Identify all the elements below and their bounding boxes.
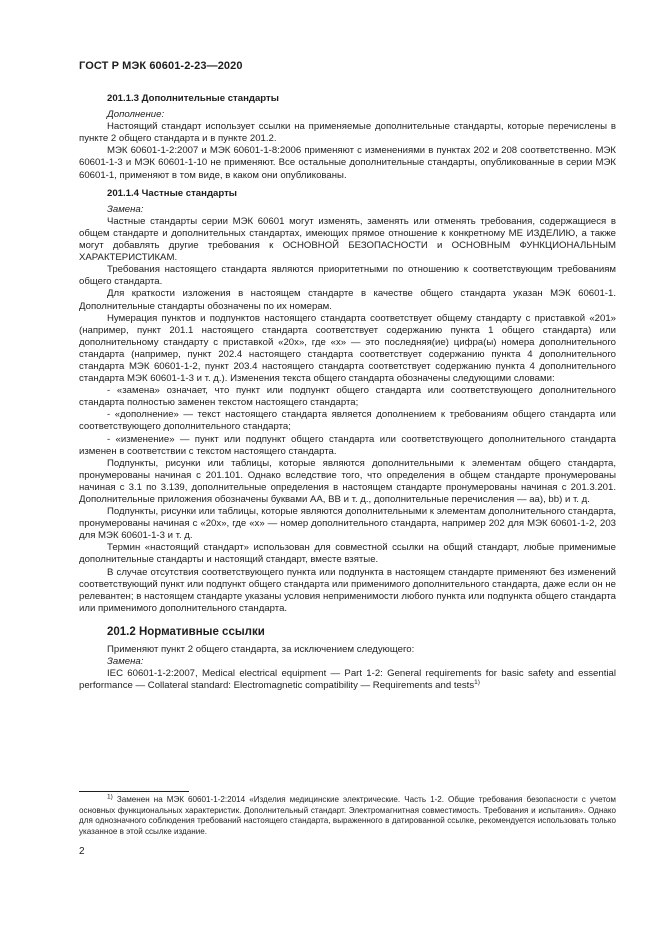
footnote [79,795,616,837]
paragraph: Применяют пункт 2 общего стандарта, за исключением следующего: [107,643,415,655]
footnote-divider [79,791,189,792]
document-header: ГОСТ Р МЭК 60601-2-23—2020 [79,60,243,72]
paragraph: Подпункты, рисунки или таблицы, которые являются дополнительными к элементам дополнительного стандарта, пронумерованы начиная с «20х», где «х» — номер дополнительного стандарта, например 202 для МЭК 60601-1-2, 203 для МЭК 60601-1-3 и т. д. [79,506,616,542]
note-addition: Дополнение: [107,109,165,121]
paragraph: Требования настоящего стандарта являются приоритетными по отношению к соответствующим требованиям общего стандарта. [79,264,616,288]
list-item: - «дополнение» — текст настоящего стандарта является дополнением к требованиям общего стандарта или соответствующего дополнительного стандарта; [79,409,616,433]
document-body [79,92,616,692]
section-heading-201-2: 201.2 Нормативные ссылки [107,625,265,638]
paragraph: Подпункты, рисунки или таблицы, которые являются дополнительными к элементам общего стандарта, пронумерованы начиная с 201.101. Однако вследствие того, что определения в общем стандарте пронумерованы начиная с 3.1 по 3.139, дополнительные определения в настоящем стандарте пронумерованы начиная с 201.3.201. Дополнительные приложения обозначены буквами АА, ВВ и т. д., дополнительные перечисления — аа), bb) и т. д. [79,457,616,505]
paragraph: Нумерация пунктов и подпунктов настоящего стандарта соответствует общему стандарту с приставкой «201» (например, пункт 201.1 настоящего стандарта соответствует содержанию пункта 1 общего стандарта) или дополнительному стандарту с приставкой «20х», где «х» — это последняя(ие) цифра(ы) номера дополнительного стандарта (например, пункт 202.4 настоящего стандарта соответствует содержанию пункта 4 дополнительного стандарта МЭК 60601-1-2, пункт 203.4 настоящего стандарта соответствует содержанию пункта 4 дополнительного стандарта МЭК 60601-1-3 и т. д.). Изменения текста общего стандарта обозначены следующими словами: [79,312,616,385]
paragraph: Для краткости изложения в настоящем стандарте в качестве общего стандарта указан МЭК 60601-1. Дополнительные стандарты обозначены по их номерам. [79,288,616,312]
footnote-text: Заменен на МЭК 60601-1-2:2014 «Изделия медицинские электрические. Часть 1-2. Общие требования безопасности с учетом основных функциональных характеристик. Дополнительный стандарт. Электромагнитная совместимость. Требования и испытания». Однако для однозначного соблюдения требований настоящего стандарта, выраженного в датированной ссылке, рекомендуется использовать только указанное в этой ссылке издание. [79,795,616,836]
paragraph: В случае отсутствия соответствующего пункта или подпункта в настоящем стандарте применяют без изменений соответствующий пункт или подпункт общего стандарта или применимого дополнительного стандарта, даже если он не релевантен; в настоящем стандарте указаны условия неприменимости любого пункта или подпункта общего стандарта или применимого дополнительного стандарта. [79,566,616,614]
section-heading-201-1-4: 201.1.4 Частные стандарты [107,187,237,199]
reference-text: IEC 60601-1-2:2007, Medical electrical equipment — Part 1-2: General requirements for basic safety and essential performance — Collateral standard: Electromagnetic compatibility — Requirements and tests [79,668,616,692]
spacer [79,182,616,187]
paragraph: Термин «настоящий стандарт» использован для совместной ссылки на общий стандарт, любые применимые дополнительные стандарты и настоящий стандарт, вместе взятые. [79,542,616,566]
note-replacement: Замена: [107,203,144,215]
section-heading-201-1-3: 201.1.3 Дополнительные стандарты [107,93,279,104]
note-replacement: Замена: [107,656,144,668]
list-item: - «изменение» — пункт или подпункт общего стандарта или соответствующего дополнительного стандарта изменен в соответствии с текстом настоящего стандарта. [79,433,616,457]
paragraph: Настоящий стандарт использует ссылки на применяемые дополнительные стандарты, которые перечислены в пункте 2 общего стандарта и в пункте 201.2. [79,121,616,145]
page-number: 2 [79,846,85,857]
paragraph: МЭК 60601-1-2:2007 и МЭК 60601-1-8:2006 применяют с изменениями в пунктах 202 и 208 соответственно. МЭК 60601-1-3 и МЭК 60601-1-10 не применяют. Все остальные дополнительные стандарты, опубликованные в серии МЭК 60601-1, применяют в том виде, в каком они опубликованы. [79,145,616,181]
footnote-mark: 1) [107,793,113,801]
normative-reference [79,668,616,692]
paragraph: Частные стандарты серии МЭК 60601 могут изменять, заменять или отменять требования, содержащиеся в общем стандарте и дополнительных стандартах, имеющих прямое отношение к конкретному МЕ ИЗДЕЛИЮ, а также могут добавлять другие требования к ОСНОВНОЙ БЕЗОПАСНОСТИ и ОСНОВНЫМ ФУНКЦИОНАЛЬНЫМ ХАРАКТЕРИСТИКАМ. [79,215,616,264]
footnote-marker[interactable]: 1) [474,679,480,687]
list-item: - «замена» означает, что пункт или подпункт общего стандарта или соответствующего дополнительного стандарта полностью заменен текстом настоящего стандарта; [79,385,616,409]
